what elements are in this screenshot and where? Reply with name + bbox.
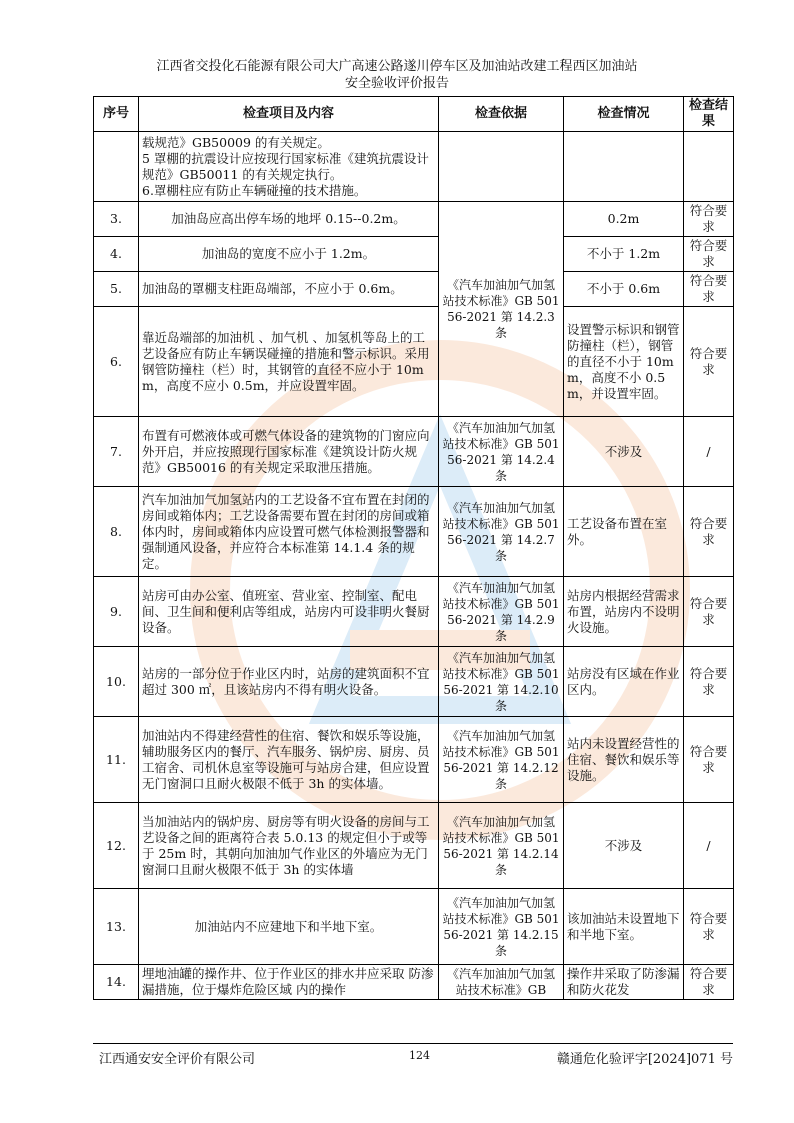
inspection-item: 载规范》GB50009 的有关规定。 5 罩棚的抗震设计应按现行国家标准《建筑抗震设计规范》GB50011 的有关规定执行。 6.罩棚柱应有防止车辆碰撞的技术措施。 [139,132,439,202]
inspection-item: 布置有可燃液体或可燃气体设备的建筑物的门窗应向外开启，并应按照现行国家标准《建筑设计防火规范》GB50016 的有关规定采取泄压措施。 [139,417,439,487]
row-number: 10. [94,647,139,717]
footer-page-number: 124 [409,1049,430,1062]
inspection-basis: 《汽车加油加气加氢站技术标准》GB 50156-2021 第 14.2.9 条 [439,577,564,647]
inspection-result: 符合要求 [684,487,734,577]
table-row [94,307,734,417]
report-header [0,58,794,92]
page-footer [93,1048,733,1066]
inspection-basis [439,132,564,202]
inspection-situation: 设置警示标识和钢管防撞柱（栏），钢管的直径不小于 10mm，高度不小 0.5m，并设置牢固。 [564,307,684,417]
footer-rule [93,1043,733,1044]
table-row [94,717,734,803]
inspection-item: 加油站内不应建地下和半地下室。 [139,889,439,965]
inspection-result: 符合要求 [684,965,734,1000]
inspection-basis: 《汽车加油加气加氢站技术标准》GB 50156-2021 第 14.2.7 条 [439,487,564,577]
row-number: 9. [94,577,139,647]
inspection-situation: 该加油站未设置地下和半地下室。 [564,889,684,965]
row-number: 7. [94,417,139,487]
table-header-row [94,97,734,132]
col-header-item: 检查项目及内容 [139,97,439,132]
footer-company: 江西通安安全评价有限公司 [99,1052,256,1067]
inspection-result: 符合要求 [684,889,734,965]
inspection-result: / [684,417,734,487]
table-row [94,647,734,717]
inspection-situation: 工艺设备布置在室外。 [564,487,684,577]
inspection-situation: 站房内根据经营需求布置，站房内不设明火设施。 [564,577,684,647]
row-number: 3. [94,202,139,237]
table-row [94,965,734,1000]
inspection-item: 靠近岛端部的加油机 、加气机 、加氢机等岛上的工艺设备应有防止车辆误碰撞的措施和警示标识。采用钢管防撞柱（栏）时，其钢管的直径不应小于 10mm，高度不应小 0.5m，并应设置牢固。 [139,307,439,417]
table-row [94,487,734,577]
table-row [94,417,734,487]
inspection-situation [564,132,684,202]
inspection-result: 符合要求 [684,717,734,803]
table-row [94,202,734,237]
row-number: 4. [94,237,139,272]
inspection-result: 符合要求 [684,307,734,417]
row-number: 13. [94,889,139,965]
inspection-basis: 《汽车加油加气加氢站技术标准》GB 50156-2021 第 14.2.4 条 [439,417,564,487]
table-row [94,237,734,272]
table-row [94,577,734,647]
inspection-situation: 不小于 1.2m [564,237,684,272]
inspection-item: 加油岛应高出停车场的地坪 0.15--0.2m。 [139,202,439,237]
col-header-result: 检查结果 [684,97,734,132]
col-header-situation: 检查情况 [564,97,684,132]
inspection-item: 加油岛的罩棚支柱距岛端部，不应小于 0.6m。 [139,272,439,307]
inspection-item: 站房的一部分位于作业区内时，站房的建筑面积不宜超过 300 ㎡，且该站房内不得有明火设备。 [139,647,439,717]
inspection-basis: 《汽车加油加气加氢站技术标准》GB 50156-2021 第 14.2.14 条 [439,803,564,889]
inspection-situation: 不涉及 [564,803,684,889]
inspection-result: 符合要求 [684,577,734,647]
inspection-situation: 操作井采取了防渗漏和防火花发 [564,965,684,1000]
inspection-situation: 0.2m [564,202,684,237]
inspection-result: / [684,803,734,889]
inspection-basis: 《汽车加油加气加氢站技术标准》GB 50156-2021 第 14.2.12 条 [439,717,564,803]
inspection-item: 汽车加油加气加氢站内的工艺设备不宜布置在封闭的房间或箱体内；工艺设备需要布置在封闭的房间或箱体内时，房间或箱体内应设置可燃气体检测报警器和强制通风设备，并应符合本标准第 14.1.4 条的规定。 [139,487,439,577]
inspection-basis: 《汽车加油加气加氢站技术标准》GB 50156-2021 第 14.2.15 条 [439,889,564,965]
col-header-basis: 检查依据 [439,97,564,132]
inspection-basis: 《汽车加油加气加氢站技术标准》GB [439,965,564,1000]
row-number: 5. [94,272,139,307]
row-number: 8. [94,487,139,577]
table-row [94,272,734,307]
inspection-item: 加油岛的宽度不应小于 1.2m。 [139,237,439,272]
table-row [94,889,734,965]
inspection-basis: 《汽车加油加气加氢站技术标准》GB 50156-2021 第 14.2.3 条 [439,202,564,417]
row-number: 11. [94,717,139,803]
inspection-basis: 《汽车加油加气加氢站技术标准》GB 50156-2021 第 14.2.10 条 [439,647,564,717]
inspection-item: 加油站内不得建经营性的住宿、餐饮和娱乐等设施，辅助服务区内的餐厅、汽车服务、锅炉房、厨房、员工宿舍、司机休息室等设施可与站房合建，但应设置无门窗洞口且耐火极限不低于 3h 的实体墙。 [139,717,439,803]
inspection-item: 埋地油罐的操作井、位于作业区的排水井应采取 防渗漏措施，位于爆炸危险区域 内的操作 [139,965,439,1000]
inspection-item: 站房可由办公室、值班室、营业室、控制室、配电间、卫生间和便利店等组成，站房内可设非明火餐厨设备。 [139,577,439,647]
row-number: 12. [94,803,139,889]
inspection-result: 符合要求 [684,237,734,272]
row-number: 14. [94,965,139,1000]
col-header-no: 序号 [94,97,139,132]
table-row [94,803,734,889]
inspection-situation: 不小于 0.6m [564,272,684,307]
inspection-result: 符合要求 [684,202,734,237]
row-number [94,132,139,202]
inspection-situation: 站房没有区域在作业区内。 [564,647,684,717]
report-title-line1: 江西省交投化石能源有限公司大广高速公路遂川停车区及加油站改建工程西区加油站 [156,59,638,74]
inspection-situation: 站内未设置经营性的住宿、餐饮和娱乐等设施。 [564,717,684,803]
inspection-result [684,132,734,202]
inspection-result: 符合要求 [684,272,734,307]
report-title-line2: 安全验收评价报告 [344,76,449,91]
inspection-result: 符合要求 [684,647,734,717]
inspection-situation: 不涉及 [564,417,684,487]
inspection-table [93,96,734,1000]
footer-doc-number: 赣通危化验评字[2024]071 号 [556,1052,733,1067]
row-number: 6. [94,307,139,417]
table-body [94,132,734,1000]
table-row [94,132,734,202]
inspection-item: 当加油站内的锅炉房、厨房等有明火设备的房间与工艺设备之间的距离符合表 5.0.13 的规定但小于或等于 25m 时，其朝向加油加气作业区的外墙应为无门窗洞口且耐火极限不低于 3h 的实体墙 [139,803,439,889]
